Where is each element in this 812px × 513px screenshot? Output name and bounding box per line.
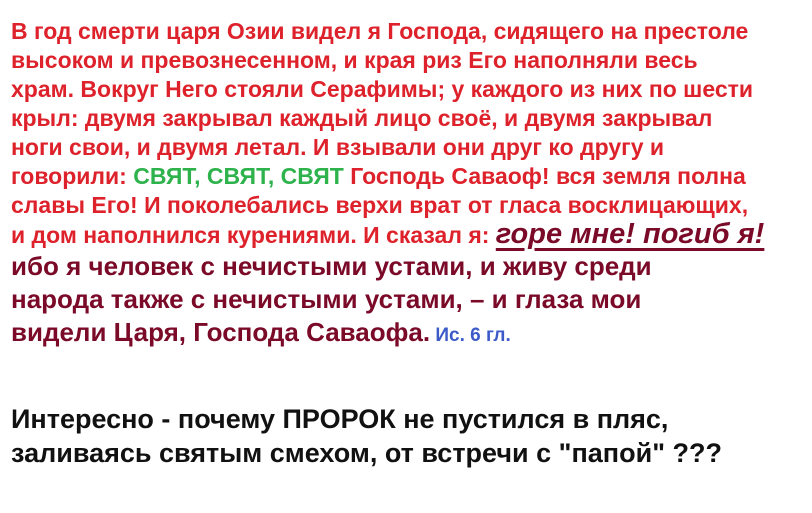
passage-run-maroon_large: видели Царя, Господа Саваофа. [11,317,431,347]
scripture-passage [11,17,806,352]
passage-line-6 [11,162,806,191]
passage-run-red: говорили: [11,163,134,189]
passage-run-red: Господь Саваоф! вся земля полна [343,163,746,189]
passage-line-2 [11,46,806,75]
passage-run-red: крыл: двумя закрывал каждый лицо своё, и двумя закрывал [11,105,713,131]
passage-line-3 [11,75,806,104]
passage-run-maroon_large: ибо я человек с нечистыми устами, и живу среди [11,251,652,281]
passage-line-9 [11,250,806,283]
passage-run-blue_ref: Ис. 6 гл. [430,325,511,346]
passage-line-11 [11,316,806,352]
passage-run-red: и дом наполнился курениями. И сказал я: [11,222,496,248]
passage-run-red: В год смерти царя Озии видел я Господа, сидящего на престоле [11,18,749,44]
passage-line-1 [11,17,806,46]
passage-run-maroon_italic: горе мне! погиб я! [495,218,765,250]
passage-run-maroon_large: народа также с нечистыми устами, – и глаза мои [11,284,642,314]
question-line-2: заливаясь святым смехом, от встречи с "папой" ??? [11,438,722,468]
passage-line-4 [11,104,806,133]
passage-line-10 [11,283,806,316]
passage-run-green: СВЯТ, СВЯТ, СВЯТ [133,163,344,189]
passage-line-7 [11,191,806,220]
commentary-question [11,402,806,470]
passage-line-8 [11,220,806,250]
passage-run-red: храм. Вокруг Него стояли Серафимы; у каждого из них по шести [11,76,754,102]
passage-run-red: ноги свои, и двумя летал. И взывали они друг ко другу и [11,134,665,160]
passage-line-5 [11,133,806,162]
passage-run-red: высоком и превознесенном, и края риз Его наполняли весь [11,47,698,73]
question-line-1: Интересно - почему ПРОРОК не пустился в пляс, [11,404,669,434]
passage-run-red: славы Его! И поколебались верхи врат от гласа восклицающих, [11,192,749,218]
